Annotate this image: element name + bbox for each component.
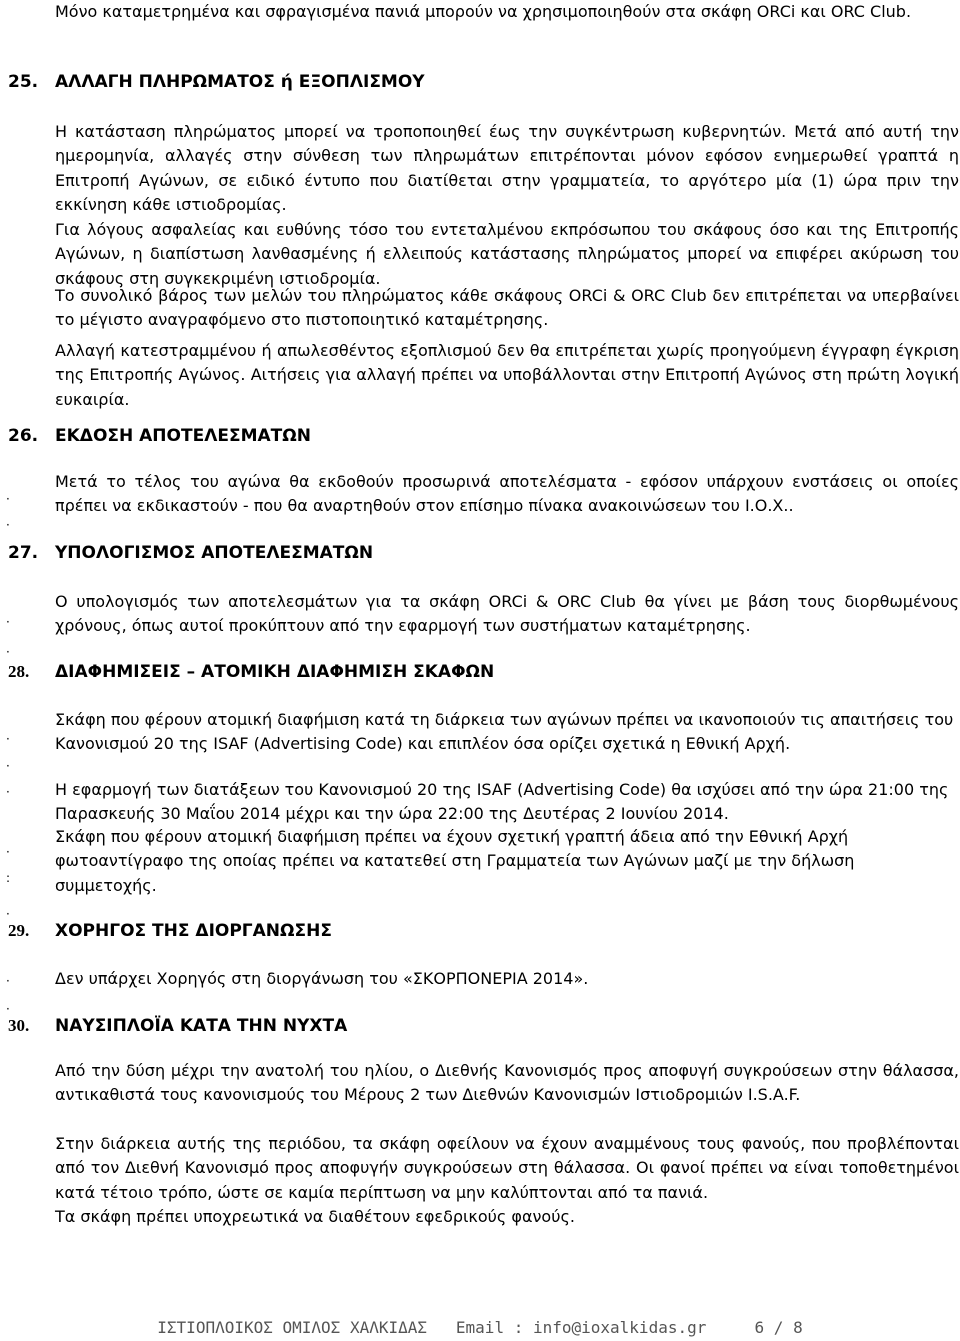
- footer-email: Email : info@ioxalkidas.gr: [455, 1318, 707, 1337]
- margin-dot: :: [6, 871, 11, 885]
- margin-dot: ·: [6, 759, 10, 773]
- section-25-paragraph-3: Το συνολικό βάρος των μελών του πληρώματος κάθε σκάφους ORCi & ORC Club δεν επιτρέπεται να υπερβαίνει το μέγιστο αναγραφόμενο στο πιστοποιητικό καταμέτρησης.: [55, 286, 959, 330]
- section-title: ΕΚΔΟΣΗ ΑΠΟΤΕΛΕΣΜΑΤΩΝ: [55, 426, 311, 446]
- intro-paragraph: Μόνο καταμετρημένα και σφραγισμένα πανιά μπορούν να χρησιμοποιηθούν στα σκάφη ORCi και ORC Club.: [55, 2, 912, 21]
- margin-dot: ·: [6, 492, 10, 506]
- margin-dot: ·: [6, 518, 10, 532]
- section-25-paragraph-1: Η κατάσταση πληρώματος μπορεί να τροποποιηθεί έως την συγκέντρωση κυβερνητών. Μετά από αυτή την ημερομηνία, αλλαγές στην σύνθεση των πληρωμάτων επιτρέπονται μόνον εφόσον ενημερωθεί γραπτά η Επιτροπή Αγώνων, σε ειδικό έντυπο που διατίθεται στην γραμματεία, το αργότερο μία (1) ώρα πριν την εκκίνηση κάθε ιστιοδρομίας.: [55, 122, 959, 214]
- margin-dot: ·: [6, 785, 10, 799]
- section-30-paragraph-3: Τα σκάφη πρέπει υποχρεωτικά να διαθέτουν εφεδρικούς φανούς.: [55, 1207, 575, 1226]
- section-28-paragraph-2: Η εφαρμογή των διατάξεων του Κανονισμού 20 της ISAF (Advertising Code) θα ισχύσει από την ώρα 21:00 της Παρασκευής 30 Μαΐου 2014 μέχρι και την ώρα 22:00 της Δευτέρας 2 Ιουνίου 2014.: [55, 780, 949, 824]
- margin-dot: ·: [6, 1002, 10, 1016]
- page-footer: [0, 1318, 960, 1337]
- section-25-paragraph-4: Αλλαγή κατεστραμμένου ή απωλεσθέντος εξοπλισμού δεν θα επιτρέπεται χωρίς προηγούμενη έγγραφη έγκριση της Επιτροπής Αγώνος. Αιτήσεις για αλλαγή πρέπει να υποβάλλονται στην Επιτροπή Αγώνος στη πρώτη λογική ευκαιρία.: [55, 341, 959, 409]
- section-28-paragraph-3: Σκάφη που φέρουν ατομική διαφήμιση πρέπει να έχουν σχετική γραπτή άδεια από την Εθνική Αρχή φωτοαντίγραφο της οποίας πρέπει να κατατεθεί στη Γραμματεία των Αγώνων μαζί με την δήλωση συμμετοχής.: [55, 827, 855, 895]
- footer-page-number: 6 / 8: [754, 1318, 803, 1337]
- section-heading-30: [8, 1015, 347, 1037]
- section-26-paragraph-1: Μετά το τέλος του αγώνα θα εκδοθούν προσωρινά αποτελέσματα - εφόσον υπάρχουν ενστάσεις οι οποίες πρέπει να εκδικαστούν - που θα αναρτηθούν στον επίσημο πίνακα ανακοινώσεων του Ι.Ο.Χ..: [55, 472, 959, 516]
- section-heading-27: [8, 542, 373, 564]
- margin-dot: ·: [6, 907, 10, 921]
- section-30-paragraph-1: Από την δύση μέχρι την ανατολή του ηλίου, ο Διεθνής Κανονισμός προς αποφυγή συγκρούσεων στην θάλασσα, αντικαθιστά τους κανονισμούς του Μέρους 2 των Διεθνών Κανονισμών Ιστιοδρομιών I.S.A.F.: [55, 1061, 959, 1105]
- section-heading-29: [8, 920, 332, 942]
- section-number: 26.: [8, 426, 39, 446]
- section-number: 30.: [8, 1016, 30, 1035]
- section-28-paragraph-1: Σκάφη που φέρουν ατομική διαφήμιση κατά τη διάρκεια των αγώνων πρέπει να ικανοποιούν τις απαιτήσεις του Κανονισμού 20 της ISAF (Advertising Code) και επιπλέον όσα ορίζει σχετικά η Εθνική Αρχή.: [55, 710, 954, 754]
- margin-dot: ·: [6, 615, 10, 629]
- section-25-paragraph-2: Για λόγους ασφαλείας και ευθύνης τόσο του εντεταλμένου εκπρόσωπου του σκάφους όσο και της Επιτροπής Αγώνων, η διαπίστωση λανθασμένης ή ελλειπούς κατάστασης πληρώματος μπορεί να επιφέρει ακύρωση του σκάφους στη συγκεκριμένη ιστιοδρομία.: [55, 220, 959, 288]
- section-heading-25: [8, 71, 425, 93]
- section-title: ΥΠΟΛΟΓΙΣΜΟΣ ΑΠΟΤΕΛΕΣΜΑΤΩΝ: [55, 543, 374, 563]
- footer-club-name: ΙΣΤΙΟΠΛΟΙΚΟΣ ΟΜΙΛΟΣ ΧΑΛΚΙΔΑΣ: [157, 1318, 427, 1337]
- section-number: 25.: [8, 72, 39, 92]
- margin-dot: ·: [6, 645, 10, 659]
- section-30-paragraph-2: Στην διάρκεια αυτής της περιόδου, τα σκάφη οφείλουν να έχουν αναμμένους τους φανούς, που προβλέπονται από τον Διεθνή Κανονισμό προς αποφυγήν συγκρούσεων στη θάλασσα. Οι φανοί πρέπει να είναι τοποθετημένοι κατά τέτοιο τρόπο, ώστε σε καμία περίπτωση να μην καλύπτονται από τα πανιά.: [55, 1134, 959, 1202]
- section-number: 29.: [8, 921, 30, 940]
- section-number: 28.: [8, 662, 30, 681]
- section-number: 27.: [8, 543, 39, 563]
- margin-dot: ·: [6, 845, 10, 859]
- section-29-paragraph-1: Δεν υπάρχει Χορηγός στη διοργάνωση του «ΣΚΟΡΠΟΝΕΡΙΑ 2014».: [55, 969, 589, 988]
- section-title: ΑΛΛΑΓΗ ΠΛΗΡΩΜΑΤΟΣ ή ΕΞΟΠΛΙΣΜΟΥ: [55, 72, 425, 92]
- section-heading-28: [8, 661, 494, 683]
- section-27-paragraph-1: Ο υπολογισμός των αποτελεσμάτων για τα σκάφη ORCi & ORC Club θα γίνει με βάση τους διορθωμένους χρόνους, όπως αυτοί προκύπτουν από την εφαρμογή των συστήματων καταμέτρησης.: [55, 592, 959, 636]
- margin-dot: ·: [6, 974, 10, 988]
- section-heading-26: [8, 425, 311, 447]
- section-title: ΔΙΑΦΗΜΙΣΕΙΣ – ΑΤΟΜΙΚΗ ΔΙΑΦΗΜΙΣΗ ΣΚΑΦΩΝ: [55, 662, 495, 682]
- margin-dot: ·: [6, 732, 10, 746]
- section-title: ΝΑΥΣΙΠΛΟΪΑ ΚΑΤΑ ΤΗΝ ΝΥΧΤΑ: [55, 1016, 348, 1036]
- section-title: ΧΟΡΗΓΟΣ ΤΗΣ ΔΙΟΡΓΑΝΩΣΗΣ: [55, 921, 332, 941]
